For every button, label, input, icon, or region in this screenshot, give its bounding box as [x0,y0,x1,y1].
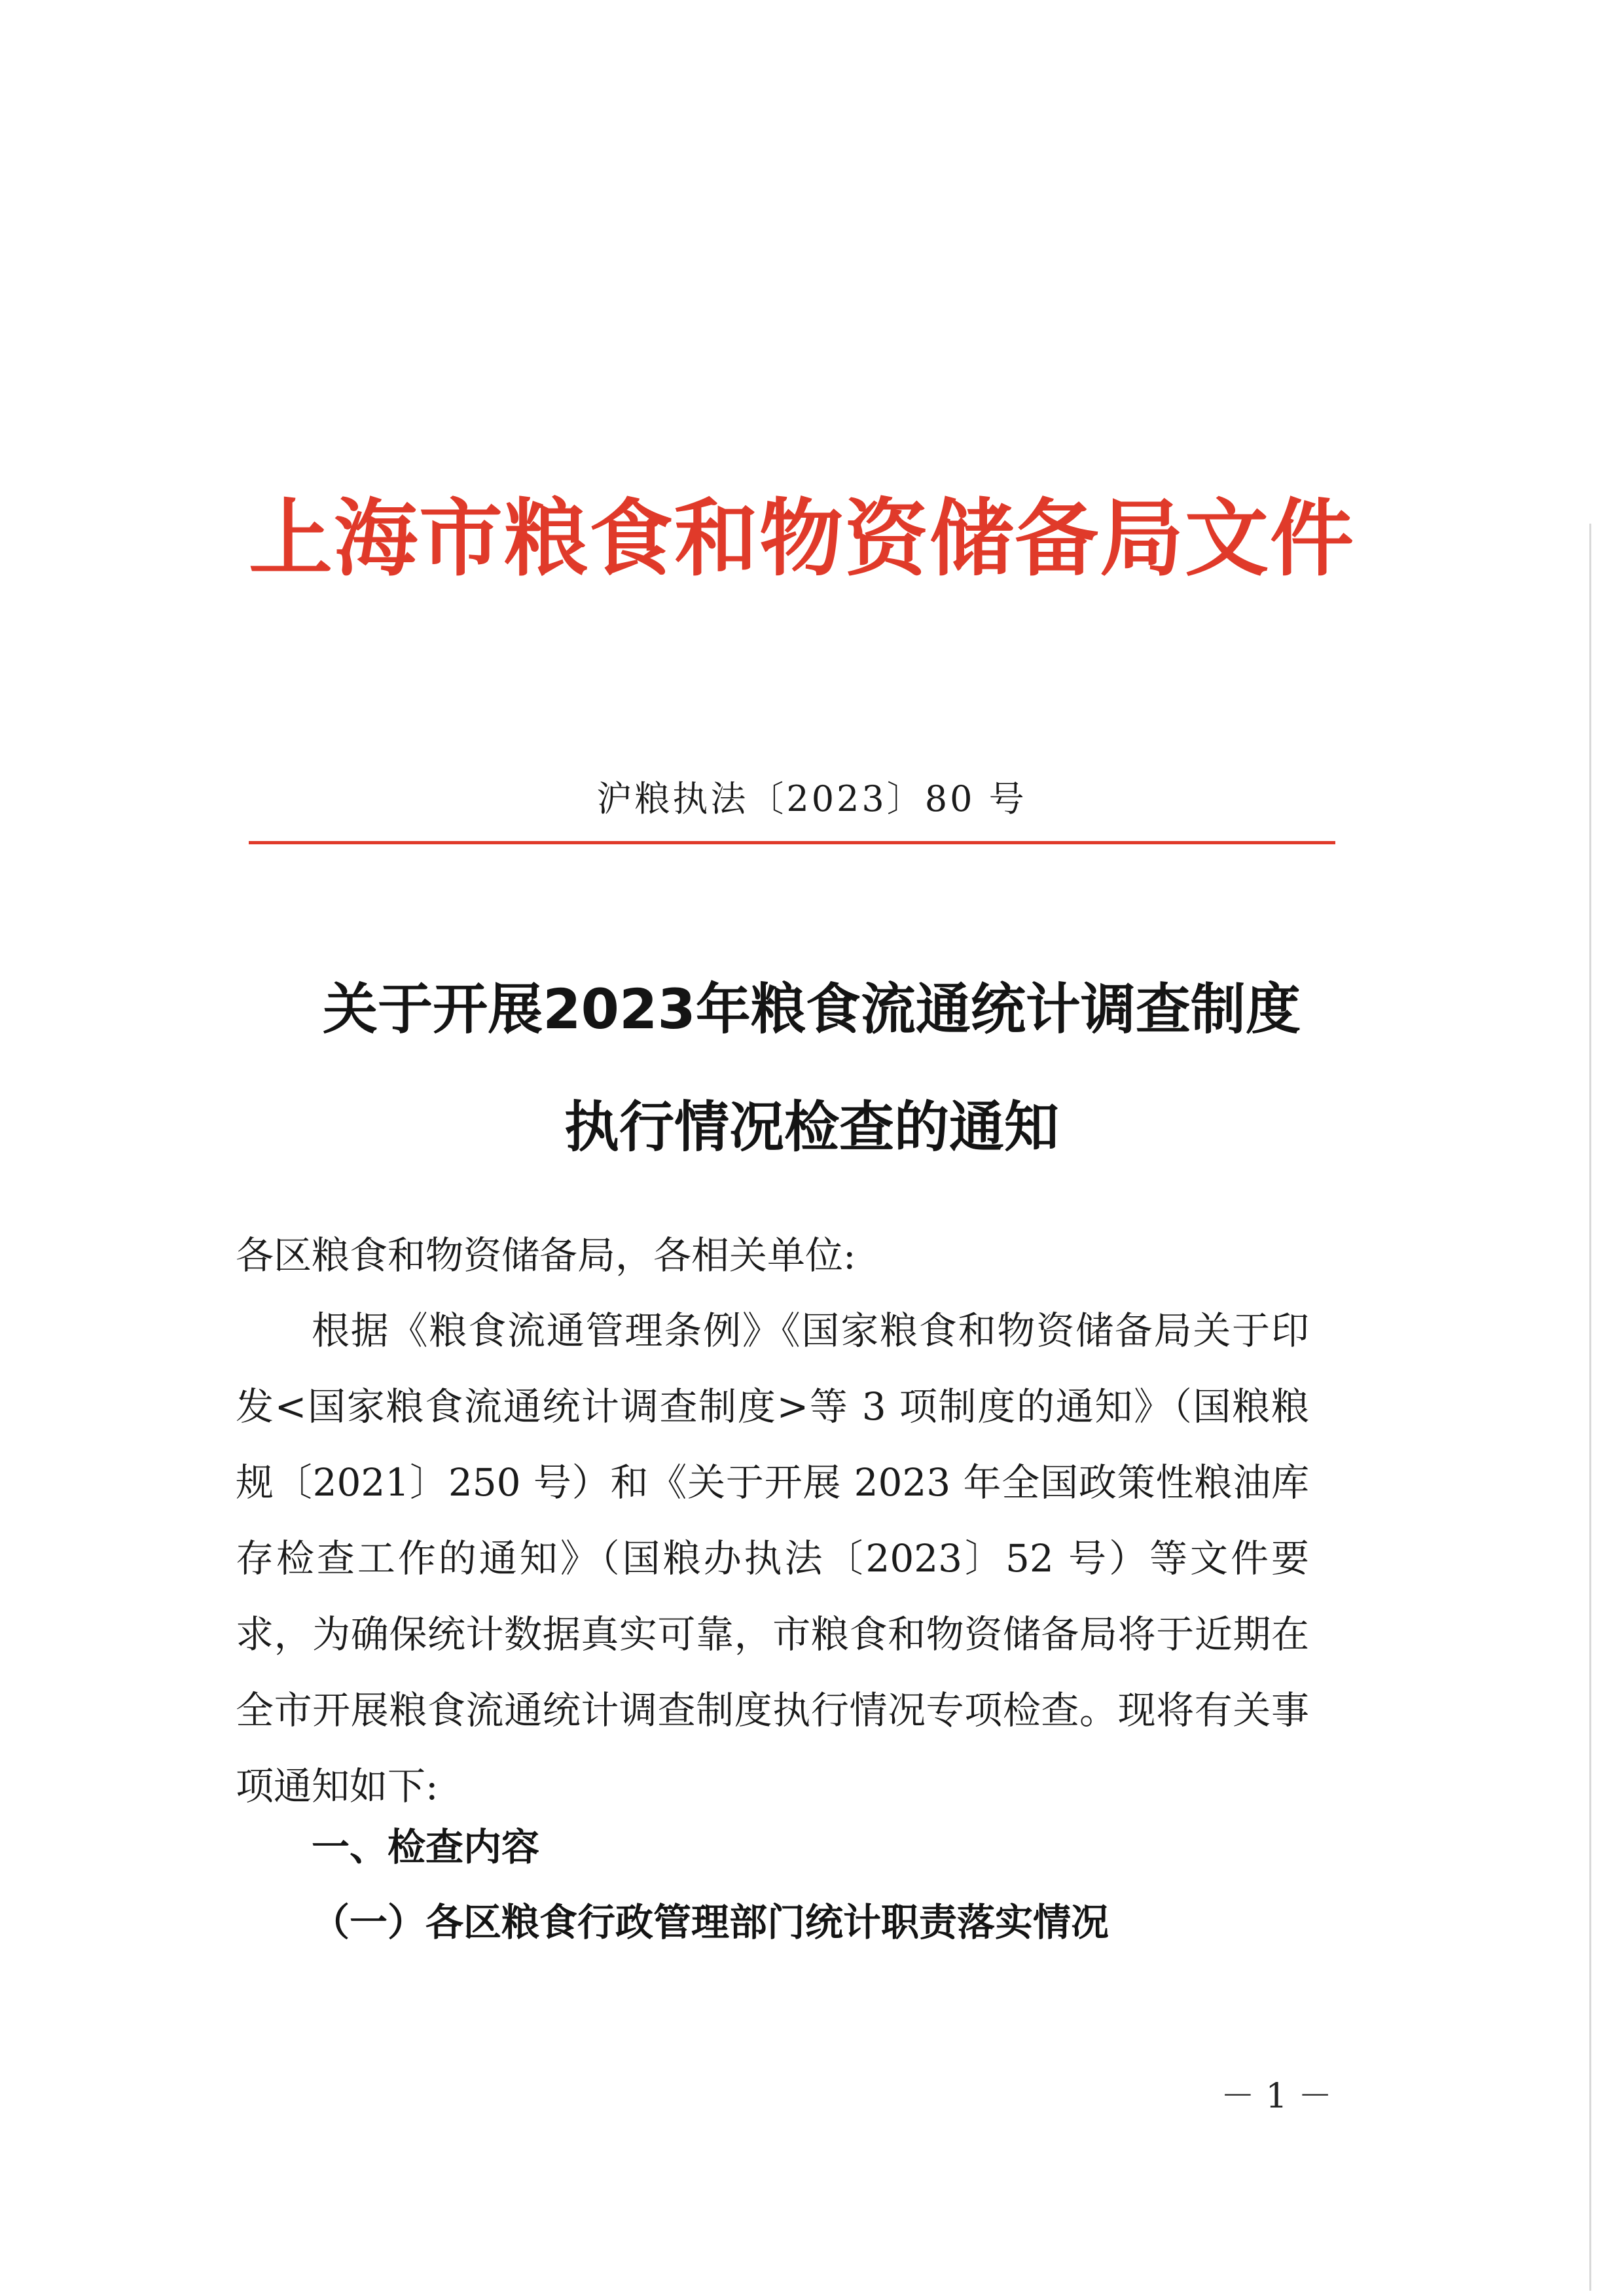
document-number: 沪粮执法〔2023〕80 号 [596,778,1027,819]
issuer-masthead: 上海市粮食和物资储备局文件 [249,490,1356,588]
red-separator-line [249,841,1335,844]
body-paragraph: 根据《粮食流通管理条例》《国家粮食和物资储备局关于印发<国家粮食流通统计调查制度>等 3 项制度的通知》（国粮粮规〔2021〕250 号）和《关于开展 2023 年全国政策性粮油库存检查工作的通知》（国粮办执法〔2023〕52 号）等文件要求，为确保统计数据真实可靠，市粮食和物资储备局将于近期在全市开展粮食流通统计调查制度执行情况专项检查。现将有关事项通知如下: [236,1308,1309,1808]
page-number: － 1 － [1220,2077,1333,2116]
notice-title-line2: 执行情况检查的通知 [564,1095,1059,1159]
notice-title-line1: 关于开展2023年粮食流通统计调查制度 [323,977,1301,1041]
section-heading: 一、检查内容 [312,1825,540,1869]
subsection-heading: （一）各区粮食行政管理部门统计职责落实情况 [312,1900,1110,1945]
salutation: 各区粮食和物资储备局，各相关单位: [236,1233,856,1278]
scan-edge-line [1589,524,1591,2291]
